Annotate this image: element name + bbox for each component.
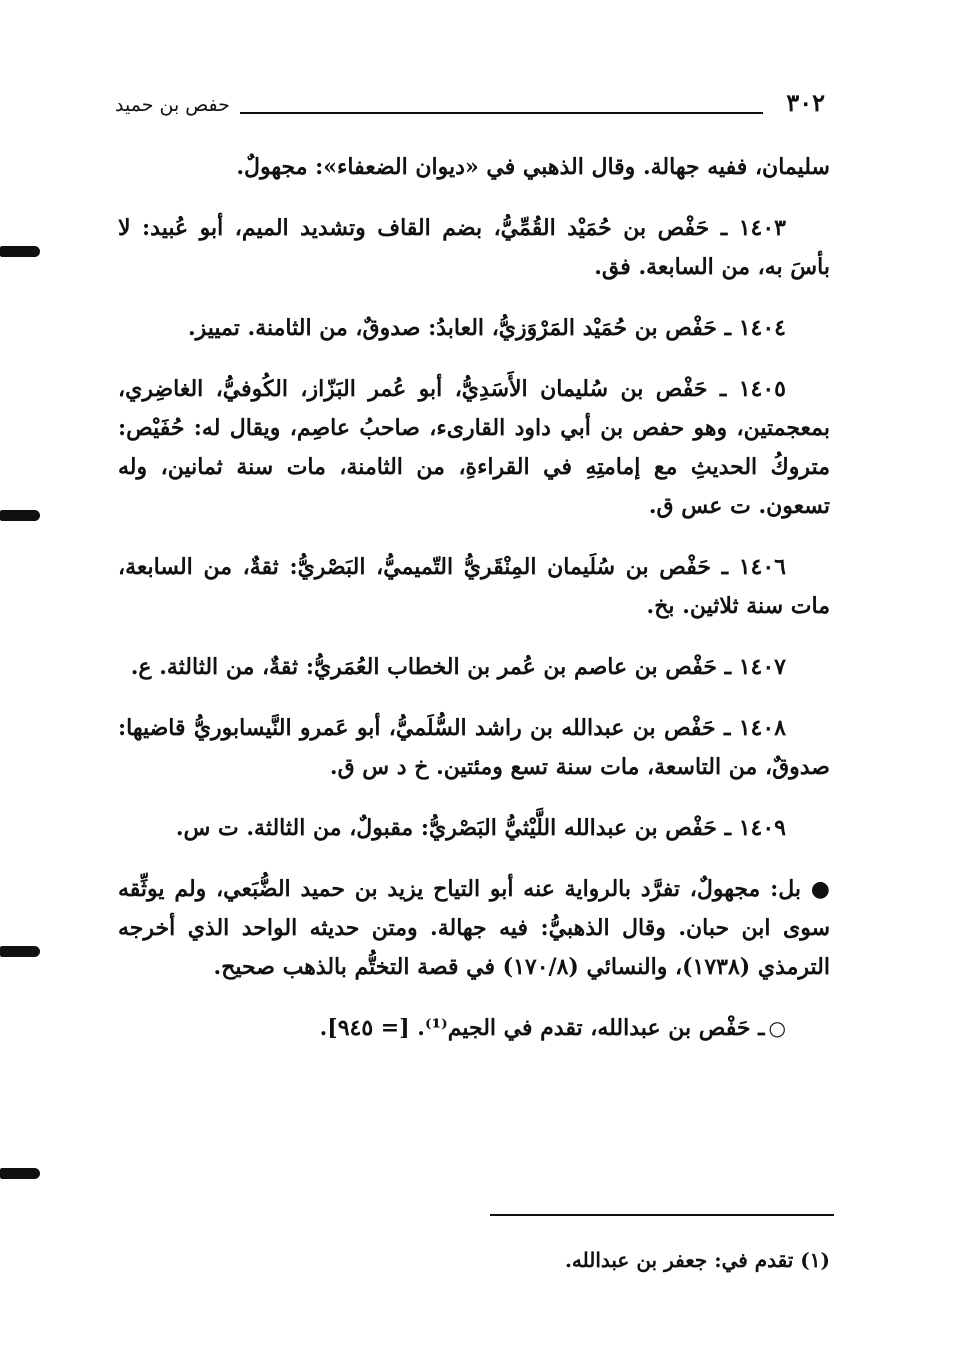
entry-1405: ١٤٠٥ ـ حَفْص بن سُليمان الأَسَدِيُّ، أبو عُمر البَزّاز، الكُوفيُّ، الغاضِري، بمعجمتين، وهو حفص بن أبي داود القارىء، صاحبُ عاصِم، ويقال له: حُفَيْص: متروكُ الحديثِ مع إمامتِهِ في القراءةِ، من الثامنة، مات سنة ثمانين، وله تسعون. ت عس ق. (118, 376, 830, 519)
binding-mark-icon (0, 946, 40, 957)
running-title: حفص بن حميد (115, 94, 230, 116)
page-number: ٣٠٢ (786, 88, 825, 117)
header-rule (240, 112, 763, 114)
entry-1408: ١٤٠٨ ـ حَفْص بن عبدالله بن راشد السُّلَميُّ، أبو عَمرو النَّيسابوريُّ قاضيها: صدوقٌ، من التاسعة، مات سنة تسع ومئتين. خ د س ق. (118, 715, 830, 780)
entry-1407: ١٤٠٧ ـ حَفْص بن عاصم بن عُمر بن الخطاب العُمَريُّ: ثقةٌ، من الثالثة. ع. (130, 654, 786, 680)
page-header (115, 88, 825, 128)
binding-mark-icon (0, 246, 40, 257)
binding-mark-icon (0, 510, 40, 521)
entry-1403: ١٤٠٣ ـ حَفْص بن حُمَيْد القُمِّيُّ، بضم القاف وتشديد الميم، أبو عُبيد: لا بأسَ به، من السابعة. فق. (118, 215, 830, 280)
cross-reference-text: ـ حَفْص بن عبدالله، تقدم في الجيم⁽¹⁾. [= ٩٤٥]. (319, 1015, 765, 1041)
circle-marker-icon: ○ (768, 1016, 786, 1040)
main-text (118, 148, 830, 1070)
cross-reference-entry (118, 1009, 830, 1048)
entry-1409: ١٤٠٩ ـ حَفْص بن عبدالله اللَّيْثيُّ البَصْريُّ: مقبولٌ، من الثالثة. ت س. (175, 815, 786, 841)
binding-mark-icon (0, 1168, 40, 1179)
entry-1404: ١٤٠٤ ـ حَفْص بن حُمَيْد المَرْوَزيُّ، العابدُ: صدوقٌ، من الثامنة. تمييز. (187, 315, 786, 341)
paragraph-continuation: سليمان، ففيه جهالة. وقال الذهبي في «ديوان الضعفاء»: مجهولٌ. (236, 154, 830, 180)
commentary-paragraph: ● بل: مجهولٌ، تفرَّد بالرواية عنه أبو التياح يزيد بن حميد الضُّبَعي، ولم يوثِّقه سوى ابن حبان. وقال الذهبيُّ: فيه جهالة. ومتن حديثه الواحد الذي أخرجه الترمذي (١٧٣٨)، والنسائي (١٧٠/٨) في قصة التختُّم بالذهب صحيح. (118, 876, 830, 980)
footnote-rule (490, 1214, 834, 1216)
entry-1406: ١٤٠٦ ـ حَفْص بن سُلَيمان المِنْقَريُّ التّميميُّ، البَصْريُّ: ثقةٌ، من السابعة، مات سنة ثلاثين. بخ. (118, 554, 830, 619)
footnote: (١) تقدم في: جعفر بن عبدالله. (564, 1248, 830, 1272)
